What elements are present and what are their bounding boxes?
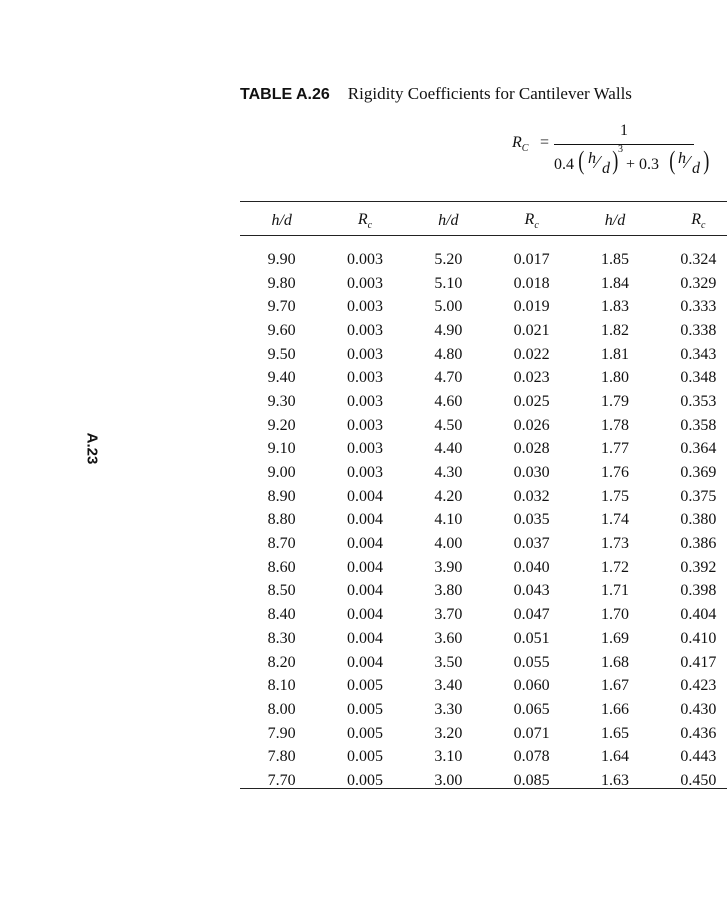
table-cell: 0.004 bbox=[346, 487, 383, 505]
table-row bbox=[240, 674, 727, 698]
table-cell: 0.398 bbox=[680, 582, 717, 600]
table-cell: 1.70 bbox=[600, 606, 629, 624]
table-cell: 3.70 bbox=[434, 606, 463, 624]
table-cell: 0.005 bbox=[346, 771, 383, 789]
table-cell: 0.035 bbox=[513, 511, 550, 529]
formula-equals: = bbox=[540, 134, 550, 151]
table-cell: 0.003 bbox=[346, 440, 383, 458]
table-cell: 0.364 bbox=[680, 440, 717, 458]
table-cell: 0.004 bbox=[346, 535, 383, 553]
table-cell: 8.90 bbox=[267, 487, 296, 505]
column-header: h/d bbox=[271, 212, 292, 229]
table-cell: 0.003 bbox=[346, 321, 383, 339]
table-row bbox=[240, 366, 727, 390]
table-body bbox=[240, 236, 727, 793]
table-cell: 7.80 bbox=[267, 748, 296, 766]
table-cell: 0.025 bbox=[513, 392, 550, 410]
table-cell: 4.00 bbox=[434, 535, 463, 553]
table-cell: 9.90 bbox=[267, 250, 296, 268]
table-cell: 0.003 bbox=[346, 274, 383, 292]
table-cell: 3.00 bbox=[434, 771, 463, 789]
table-cell: 0.404 bbox=[680, 606, 717, 624]
table-cell: 4.70 bbox=[434, 369, 463, 387]
table-cell: 4.90 bbox=[434, 321, 463, 339]
column-header: $R_c$ bbox=[357, 210, 373, 232]
table-row bbox=[240, 295, 727, 319]
table-row bbox=[240, 532, 727, 556]
table-row bbox=[240, 627, 727, 651]
table-cell: 0.005 bbox=[346, 748, 383, 766]
table-cell: 0.019 bbox=[513, 298, 550, 316]
table-cell: 4.30 bbox=[434, 464, 463, 482]
table-cell: 0.004 bbox=[346, 629, 383, 647]
table-cell: 1.77 bbox=[600, 440, 629, 458]
table-cell: 0.022 bbox=[513, 345, 550, 363]
table-cell: 0.333 bbox=[680, 298, 717, 316]
table-cell: 0.358 bbox=[680, 416, 717, 434]
table-row bbox=[240, 390, 727, 414]
table-cell: 4.60 bbox=[434, 392, 463, 410]
table-cell: 0.004 bbox=[346, 606, 383, 624]
table-cell: 1.79 bbox=[600, 392, 629, 410]
table-cell: 0.417 bbox=[680, 653, 717, 671]
table-cell: 0.380 bbox=[680, 511, 717, 529]
table-cell: 1.82 bbox=[600, 321, 629, 339]
table-row bbox=[240, 556, 727, 580]
table-cell: 0.392 bbox=[680, 558, 717, 576]
table-cell: 3.60 bbox=[434, 629, 463, 647]
table-cell: 1.76 bbox=[600, 464, 629, 482]
table-cell: 1.69 bbox=[600, 629, 629, 647]
table-cell: 0.338 bbox=[680, 321, 717, 339]
table-cell: 1.80 bbox=[600, 369, 629, 387]
table-cell: 1.67 bbox=[600, 677, 629, 695]
table-cell: 0.003 bbox=[346, 298, 383, 316]
table-cell: 0.375 bbox=[680, 487, 717, 505]
table-cell: 9.20 bbox=[267, 416, 296, 434]
table-cell: 9.40 bbox=[267, 369, 296, 387]
table-cell: 0.017 bbox=[513, 250, 550, 268]
table-cell: 9.80 bbox=[267, 274, 296, 292]
table-cell: 8.40 bbox=[267, 606, 296, 624]
table-cell: 0.021 bbox=[513, 321, 550, 339]
table-cell: 9.60 bbox=[267, 321, 296, 339]
table-cell: 8.20 bbox=[267, 653, 296, 671]
table-cell: 0.060 bbox=[513, 677, 550, 695]
table-cell: 0.028 bbox=[513, 440, 550, 458]
table-cell: 4.80 bbox=[434, 345, 463, 363]
table-row bbox=[240, 319, 727, 343]
table-cell: 9.50 bbox=[267, 345, 296, 363]
table-cell: 5.00 bbox=[434, 298, 463, 316]
formula-denominator: 0.4 ( h ⁄ d ) 3 + 0.3 ( h ⁄ d ) bbox=[554, 144, 710, 177]
table-row bbox=[240, 509, 727, 533]
table-cell: 0.018 bbox=[513, 274, 550, 292]
table-cell: 0.343 bbox=[680, 345, 717, 363]
table-cell: 3.80 bbox=[434, 582, 463, 600]
table-cell: 3.50 bbox=[434, 653, 463, 671]
table-cell: 0.430 bbox=[680, 700, 717, 718]
table-cell: 0.005 bbox=[346, 677, 383, 695]
table-cell: 1.74 bbox=[600, 511, 629, 529]
table-row bbox=[240, 485, 727, 509]
table-cell: 0.410 bbox=[680, 629, 717, 647]
table-header bbox=[240, 206, 727, 236]
table-row bbox=[240, 414, 727, 438]
table-row bbox=[240, 343, 727, 367]
table-cell: 8.10 bbox=[267, 677, 296, 695]
table-row bbox=[240, 438, 727, 462]
table-row bbox=[240, 745, 727, 769]
column-header: h/d bbox=[604, 212, 626, 229]
table-cell: 0.324 bbox=[680, 250, 717, 268]
table-cell: 0.040 bbox=[513, 558, 550, 576]
table-row bbox=[240, 698, 727, 722]
table-cell: 4.20 bbox=[434, 487, 463, 505]
table-cell: 0.055 bbox=[513, 653, 550, 671]
table-cell: 0.348 bbox=[680, 369, 717, 387]
table-cell: 0.047 bbox=[513, 606, 550, 624]
table-cell: 8.30 bbox=[267, 629, 296, 647]
table-cell: 8.00 bbox=[267, 700, 296, 718]
table-cell: 1.83 bbox=[600, 298, 629, 316]
table-row bbox=[240, 461, 727, 485]
table-row bbox=[240, 580, 727, 604]
table-cell: 0.032 bbox=[513, 487, 550, 505]
table-cell: 1.81 bbox=[600, 345, 629, 363]
table-cell: 8.80 bbox=[267, 511, 296, 529]
table-cell: 0.369 bbox=[680, 464, 717, 482]
table-caption bbox=[240, 84, 632, 104]
table-cell: 0.065 bbox=[513, 700, 550, 718]
table-cell: 1.75 bbox=[600, 487, 629, 505]
table-cell: 0.030 bbox=[513, 464, 550, 482]
table-cell: 8.50 bbox=[267, 582, 296, 600]
table-cell: 0.051 bbox=[513, 629, 550, 647]
table-cell: 1.68 bbox=[600, 653, 629, 671]
table-cell: 0.005 bbox=[346, 724, 383, 742]
table-cell: 0.004 bbox=[346, 582, 383, 600]
table-cell: 9.00 bbox=[267, 464, 296, 482]
table-cell: 0.005 bbox=[346, 700, 383, 718]
fraction-bar bbox=[554, 144, 694, 145]
table-label: TABLE A.26 bbox=[240, 86, 330, 103]
table-cell: 3.90 bbox=[434, 558, 463, 576]
table-cell: 4.40 bbox=[434, 440, 463, 458]
table-cell: 4.50 bbox=[434, 416, 463, 434]
table-cell: 3.20 bbox=[434, 724, 463, 742]
table-cell: 0.023 bbox=[513, 369, 550, 387]
table-cell: 0.353 bbox=[680, 392, 717, 410]
table-cell: 7.90 bbox=[267, 724, 296, 742]
table-cell: 1.78 bbox=[600, 416, 629, 434]
table-cell: 0.004 bbox=[346, 511, 383, 529]
column-header: $R_c$ bbox=[691, 210, 706, 232]
table-cell: 0.026 bbox=[513, 416, 550, 434]
table-cell: 0.043 bbox=[513, 582, 550, 600]
table-cell: 4.10 bbox=[434, 511, 463, 529]
table-cell: 1.84 bbox=[600, 274, 629, 292]
table-cell: 9.70 bbox=[267, 298, 296, 316]
table-cell: 0.071 bbox=[513, 724, 550, 742]
table-cell: 1.85 bbox=[600, 250, 629, 268]
table-cell: 0.423 bbox=[680, 677, 717, 695]
table-cell: 0.436 bbox=[680, 724, 717, 742]
table-cell: 0.004 bbox=[346, 558, 383, 576]
table-row bbox=[240, 236, 727, 272]
table-row bbox=[240, 769, 727, 793]
table-cell: 0.037 bbox=[513, 535, 550, 553]
table-cell: 0.450 bbox=[680, 771, 717, 789]
table-cell: 0.003 bbox=[346, 464, 383, 482]
table-cell: 1.66 bbox=[600, 700, 629, 718]
rigidity-table bbox=[240, 206, 727, 793]
formula-numerator: 1 bbox=[620, 122, 628, 139]
formula-lhs: $R_C$ bbox=[512, 134, 529, 155]
table-top-rule bbox=[240, 201, 727, 202]
table-row bbox=[240, 651, 727, 675]
table-cell: 1.64 bbox=[600, 748, 629, 766]
table-cell: 0.003 bbox=[346, 416, 383, 434]
table-cell: 0.003 bbox=[346, 345, 383, 363]
table-cell: 0.078 bbox=[513, 748, 550, 766]
table-cell: 0.085 bbox=[513, 771, 550, 789]
table-cell: 1.72 bbox=[600, 558, 629, 576]
table-cell: 3.30 bbox=[434, 700, 463, 718]
table-cell: 0.329 bbox=[680, 274, 717, 292]
table-cell: 0.003 bbox=[346, 392, 383, 410]
table-row bbox=[240, 603, 727, 627]
table-cell: 0.443 bbox=[680, 748, 717, 766]
table-row bbox=[240, 722, 727, 746]
table-title: Rigidity Coefficients for Cantilever Walls bbox=[347, 84, 632, 103]
table-cell: 0.003 bbox=[346, 369, 383, 387]
table-cell: 8.60 bbox=[267, 558, 296, 576]
table-cell: 3.40 bbox=[434, 677, 463, 695]
table-cell: 5.20 bbox=[434, 250, 463, 268]
column-header: h/d bbox=[438, 212, 459, 229]
table-cell: 9.30 bbox=[267, 392, 296, 410]
page-number-tag: A.23 bbox=[83, 432, 101, 465]
table-cell: 1.73 bbox=[600, 535, 629, 553]
table-row bbox=[240, 272, 727, 296]
table-cell: 1.63 bbox=[600, 771, 629, 789]
table-cell: 0.386 bbox=[680, 535, 717, 553]
table-cell: 0.003 bbox=[346, 250, 383, 268]
column-header: $R_c$ bbox=[524, 210, 539, 232]
table-cell: 8.70 bbox=[267, 535, 296, 553]
table-cell: 9.10 bbox=[267, 440, 296, 458]
table-cell: 1.65 bbox=[600, 724, 629, 742]
table-cell: 1.71 bbox=[600, 582, 629, 600]
table-cell: 3.10 bbox=[434, 748, 463, 766]
table-cell: 7.70 bbox=[267, 771, 296, 789]
table-cell: 5.10 bbox=[434, 274, 463, 292]
table-cell: 0.004 bbox=[346, 653, 383, 671]
